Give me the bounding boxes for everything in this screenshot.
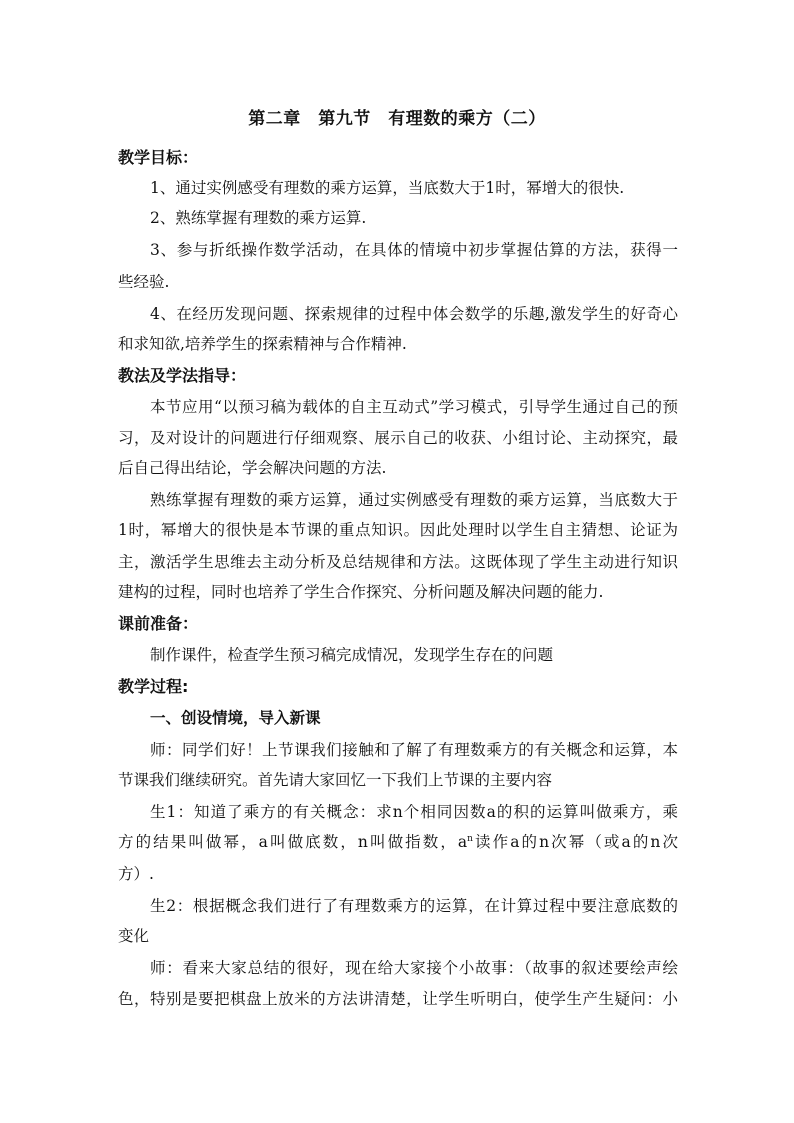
- methods-line: 习，及对设计的问题进行仔细观察、展示自己的收获、小组讨论、主动探究，最: [118, 429, 678, 447]
- methods-line: 建构的过程，同时也培养了学生合作探究、分析问题及解决问题的能力.: [118, 583, 604, 601]
- methods-heading: 教法及学法指导：: [118, 366, 247, 385]
- process-line: 生1：知道了乘方的有关概念：求n个相同因数a的积的运算叫做乘方，乘: [150, 803, 678, 821]
- methods-line: 1时，幂增大的很快是本节课的重点知识。因此处理时以学生自主猜想、论证为: [118, 521, 678, 539]
- goals-heading: 教学目标：: [118, 148, 199, 167]
- methods-line: 本节应用“以预习稿为载体的自主互动式”学习模式，引导学生通过自己的预: [150, 398, 678, 416]
- prep-line: 制作课件，检查学生预习稿完成情况，发现学生存在的问题: [150, 646, 554, 664]
- process-line: 师：看来大家总结的很好，现在给大家接个小故事：（故事的叙述要绘声绘: [150, 959, 678, 977]
- process-text: 方的结果叫做幂，a叫做底数，n叫做指数，: [118, 833, 458, 851]
- page-title: 第二章 第九节 有理数的乘方（二）: [248, 109, 546, 129]
- process-line: 节课我们继续研究。首先请大家回忆一下我们上节课的主要内容: [118, 771, 553, 789]
- process-line: 生2：根据概念我们进行了有理数乘方的运算，在计算过程中要注意底数的: [150, 897, 678, 915]
- process-line: 色，特别是要把棋盘上放米的方法讲清楚，让学生听明白，使学生产生疑问：小: [118, 990, 678, 1008]
- goal-line: 4、在经历发现问题、探索规律的过程中体会数学的乐趣,激发学生的好奇心: [150, 305, 678, 323]
- process-line: 方）.: [118, 865, 154, 883]
- goal-line: 和求知欲,培养学生的探索精神与合作精神.: [118, 335, 407, 353]
- goal-line: 些经验.: [118, 273, 170, 291]
- process-line: 变化: [118, 927, 150, 945]
- goal-line: 2、熟练掌握有理数的乘方运算.: [150, 209, 367, 227]
- goal-line: 1、通过实例感受有理数的乘方运算，当底数大于1时，幂增大的很快.: [150, 179, 625, 197]
- process-line: 师：同学们好！上节课我们接触和了解了有理数乘方的有关概念和运算，本: [150, 741, 678, 759]
- goal-line: 3、参与折纸操作数学活动，在具体的情境中初步掌握估算的方法，获得一: [150, 241, 678, 259]
- process-line-with-power: [118, 830, 678, 852]
- process-heading: 教学过程:: [118, 677, 189, 696]
- power-base: a: [457, 833, 468, 851]
- process-subheading: 一、创设情境，导入新课: [150, 709, 321, 727]
- methods-line: 熟练掌握有理数的乘方运算，通过实例感受有理数的乘方运算，当底数大于: [150, 491, 678, 509]
- methods-line: 后自己得出结论，学会解决问题的方法.: [118, 459, 387, 477]
- methods-line: 主，激活学生思维去主动分析及总结规律和方法。这既体现了学生主动进行知识: [118, 553, 678, 571]
- prep-heading: 课前准备：: [118, 614, 199, 633]
- power-exponent: n: [467, 833, 473, 844]
- process-text: 读作a的n次幂（或a的n次: [472, 833, 678, 851]
